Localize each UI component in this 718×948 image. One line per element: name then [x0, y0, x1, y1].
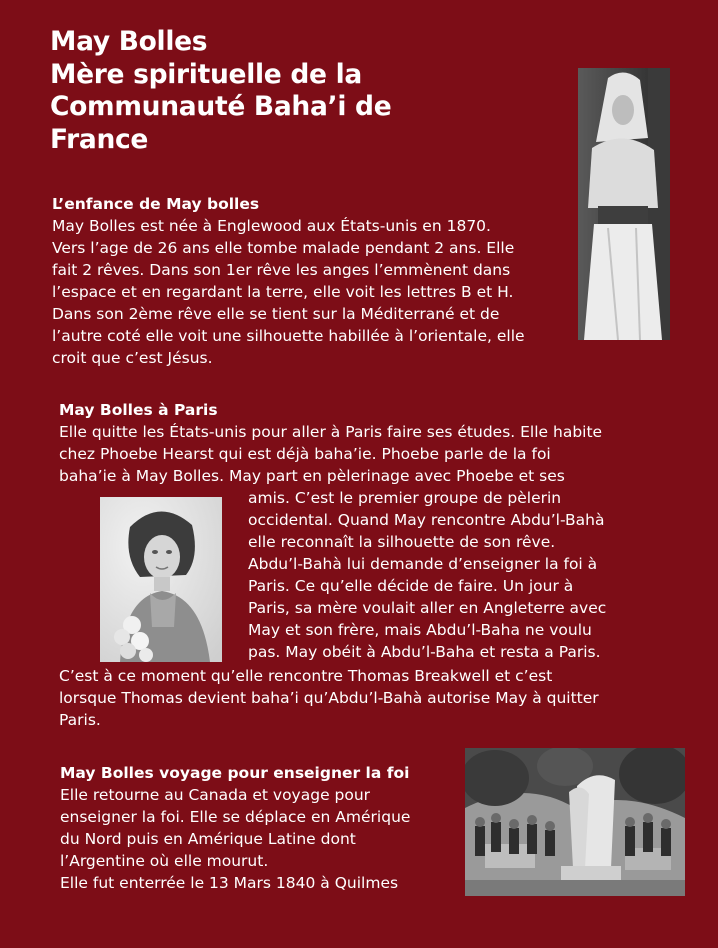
text-line: May et son frère, mais Abdu’l-Baha ne voulu: [248, 621, 592, 639]
section-heading: L’enfance de May bolles: [52, 195, 260, 213]
text-line: l’Argentine où elle mourut.: [60, 852, 269, 870]
section-heading: May Bolles à Paris: [59, 401, 218, 419]
text-line: Paris. Ce qu’elle décide de faire. Un jour à: [248, 577, 574, 595]
text-line: Paris, sa mère voulait aller en Angleterre avec: [248, 599, 607, 617]
section-travel: [60, 762, 410, 894]
text-line: Elle quitte les États-unis pour aller à Paris faire ses études. Elle habite: [59, 423, 603, 441]
text-line: l’autre coté elle voit une silhouette habillée à l’orientale, elle: [52, 327, 525, 345]
title-line: France: [50, 123, 149, 155]
text-line: chez Phoebe Hearst qui est déjà baha’ie. Phoebe parle de la foi: [59, 445, 551, 463]
text-line: occidental. Quand May rencontre Abdu’l-Bahà: [248, 511, 605, 529]
text-line: Elle fut enterrée le 13 Mars 1840 à Quilmes: [60, 874, 399, 892]
title-line: Communauté Baha’i de: [50, 91, 392, 122]
photo-may-bolles-veil: [578, 68, 670, 340]
section-body: [60, 784, 410, 894]
title-line: Mère spirituelle de la: [50, 58, 362, 90]
text-line: Elle retourne au Canada et voyage pour: [60, 786, 371, 804]
page-title: [50, 26, 570, 156]
title-line: May Bolles: [50, 26, 208, 57]
text-line: fait 2 rêves. Dans son 1er rêve les anges l’emmènent dans: [52, 261, 511, 279]
text-line: baha’ie à May Bolles. May part en pèlerinage avec Phoebe et ses: [59, 467, 565, 485]
text-line: elle reconnaît la silhouette de son rêve.: [248, 533, 556, 551]
photo-may-bolles-portrait: [100, 497, 222, 662]
text-line: amis. C’est le premier groupe de pèlerin: [248, 489, 562, 507]
text-line: l’espace et en regardant la terre, elle voit les lettres B et H.: [52, 283, 514, 301]
section-heading: May Bolles voyage pour enseigner la foi: [60, 764, 410, 782]
section-body-top: [59, 421, 602, 487]
section-body-bottom: [59, 665, 599, 731]
text-line: Dans son 2ème rêve elle se tient sur la Méditerrané et de: [52, 305, 500, 323]
text-line: C’est à ce moment qu’elle rencontre Thomas Breakwell et c’est: [59, 667, 553, 685]
section-paris: [59, 399, 602, 487]
photo-grave-monument: [465, 748, 685, 896]
text-line: croit que c’est Jésus.: [52, 349, 213, 367]
text-line: enseigner la foi. Elle se déplace en Amérique: [60, 808, 411, 826]
text-line: pas. May obéit à Abdu’l-Baha et resta a Paris.: [248, 643, 601, 661]
section-childhood: [52, 193, 525, 369]
text-line: lorsque Thomas devient baha’i qu’Abdu’l-Bahà autorise May à quitter: [59, 689, 599, 707]
text-line: Paris.: [59, 711, 101, 729]
text-line: May Bolles est née à Englewood aux États-unis en 1870.: [52, 217, 491, 235]
section-body: [52, 215, 525, 369]
text-line: Abdu’l-Bahà lui demande d’enseigner la foi à: [248, 555, 598, 573]
section-body-wrap: [248, 487, 606, 663]
text-line: Vers l’age de 26 ans elle tombe malade pendant 2 ans. Elle: [52, 239, 515, 257]
text-line: du Nord puis en Amérique Latine dont: [60, 830, 356, 848]
